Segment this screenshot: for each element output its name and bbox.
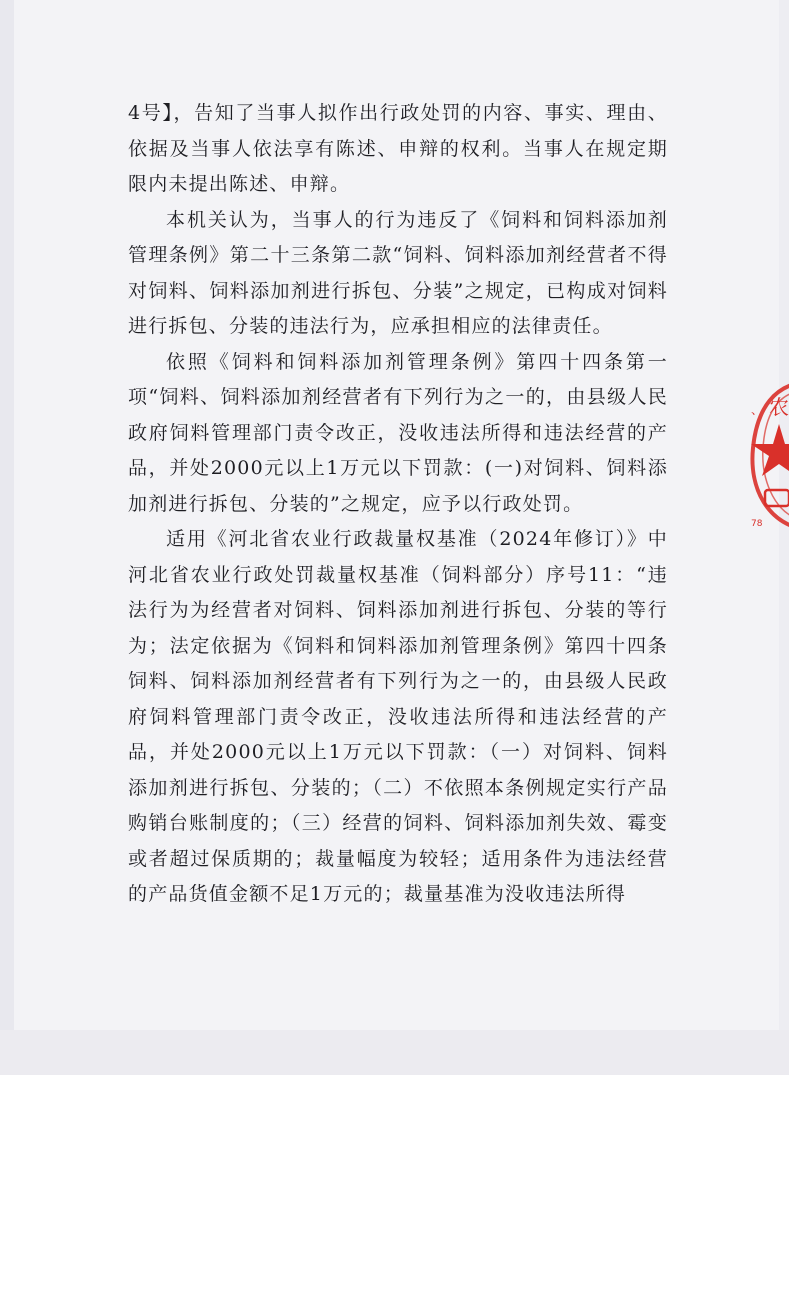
paragraph-legal-basis: 依照《饲料和饲料添加剂管理条例》第四十四条第一项“饲料、饲料添加剂经营者有下列行为之一的，由县级人民政府饲料管理部门责令改正，没收违法所得和违法经营的产品，并处2000元以上1万元以下罚款：(一)对饲料、饲料添加剂进行拆包、分装的”之规定，应予以行政处罚。	[128, 350, 668, 515]
scan-shadow-left	[0, 0, 14, 1030]
paragraph-violation-finding: 本机关认为，当事人的行为违反了《饲料和饲料添加剂管理条例》第二十三条第二款“饲料、饲料添加剂经营者不得对饲料、饲料添加剂进行拆包、分装”之规定，已构成对饲料进行拆包、分装的违法行为，应承担相应的法律责任。	[128, 208, 668, 337]
seal-number: 78	[751, 519, 763, 529]
blank-area	[0, 1075, 789, 1299]
paragraph-notice-continued: 4号】，告知了当事人拟作出行政处罚的内容、事实、理由、依据及当事人依法享有陈述、申辩的权利。当事人在规定期限内未提出陈述、申辩。	[128, 102, 668, 195]
scan-shadow-right	[779, 0, 789, 1075]
scan-shadow-bottom	[0, 1030, 789, 1075]
document-body	[128, 96, 668, 913]
paragraph-discretion-standard: 适用《河北省农业行政裁量权基准（2024年修订）》中河北省农业行政处罚裁量权基准（饲料部分）序号11：“违法行为为经营者对饲料、饲料添加剂进行拆包、分装的等行为；法定依据为《饲料和饲料添加剂管理条例》第四十四条饲料、饲料添加剂经营者有下列行为之一的，由县级人民政府饲料管理部门责令改正，没收违法所得和违法经营的产品，并处2000元以上1万元以下罚款：（一）对饲料、饲料添加剂进行拆包、分装的；（二）不依照本条例规定实行产品购销台账制度的；（三）经营的饲料、饲料添加剂失效、霉变或者超过保质期的；裁量幅度为较轻；适用条件为违法经营的产品货值金额不足1万元的；裁量基准为没收违法所得	[128, 528, 668, 905]
svg-text:、: 、	[751, 403, 764, 417]
seal-char-nong: 农	[769, 395, 789, 419]
official-seal-stamp	[745, 378, 789, 534]
